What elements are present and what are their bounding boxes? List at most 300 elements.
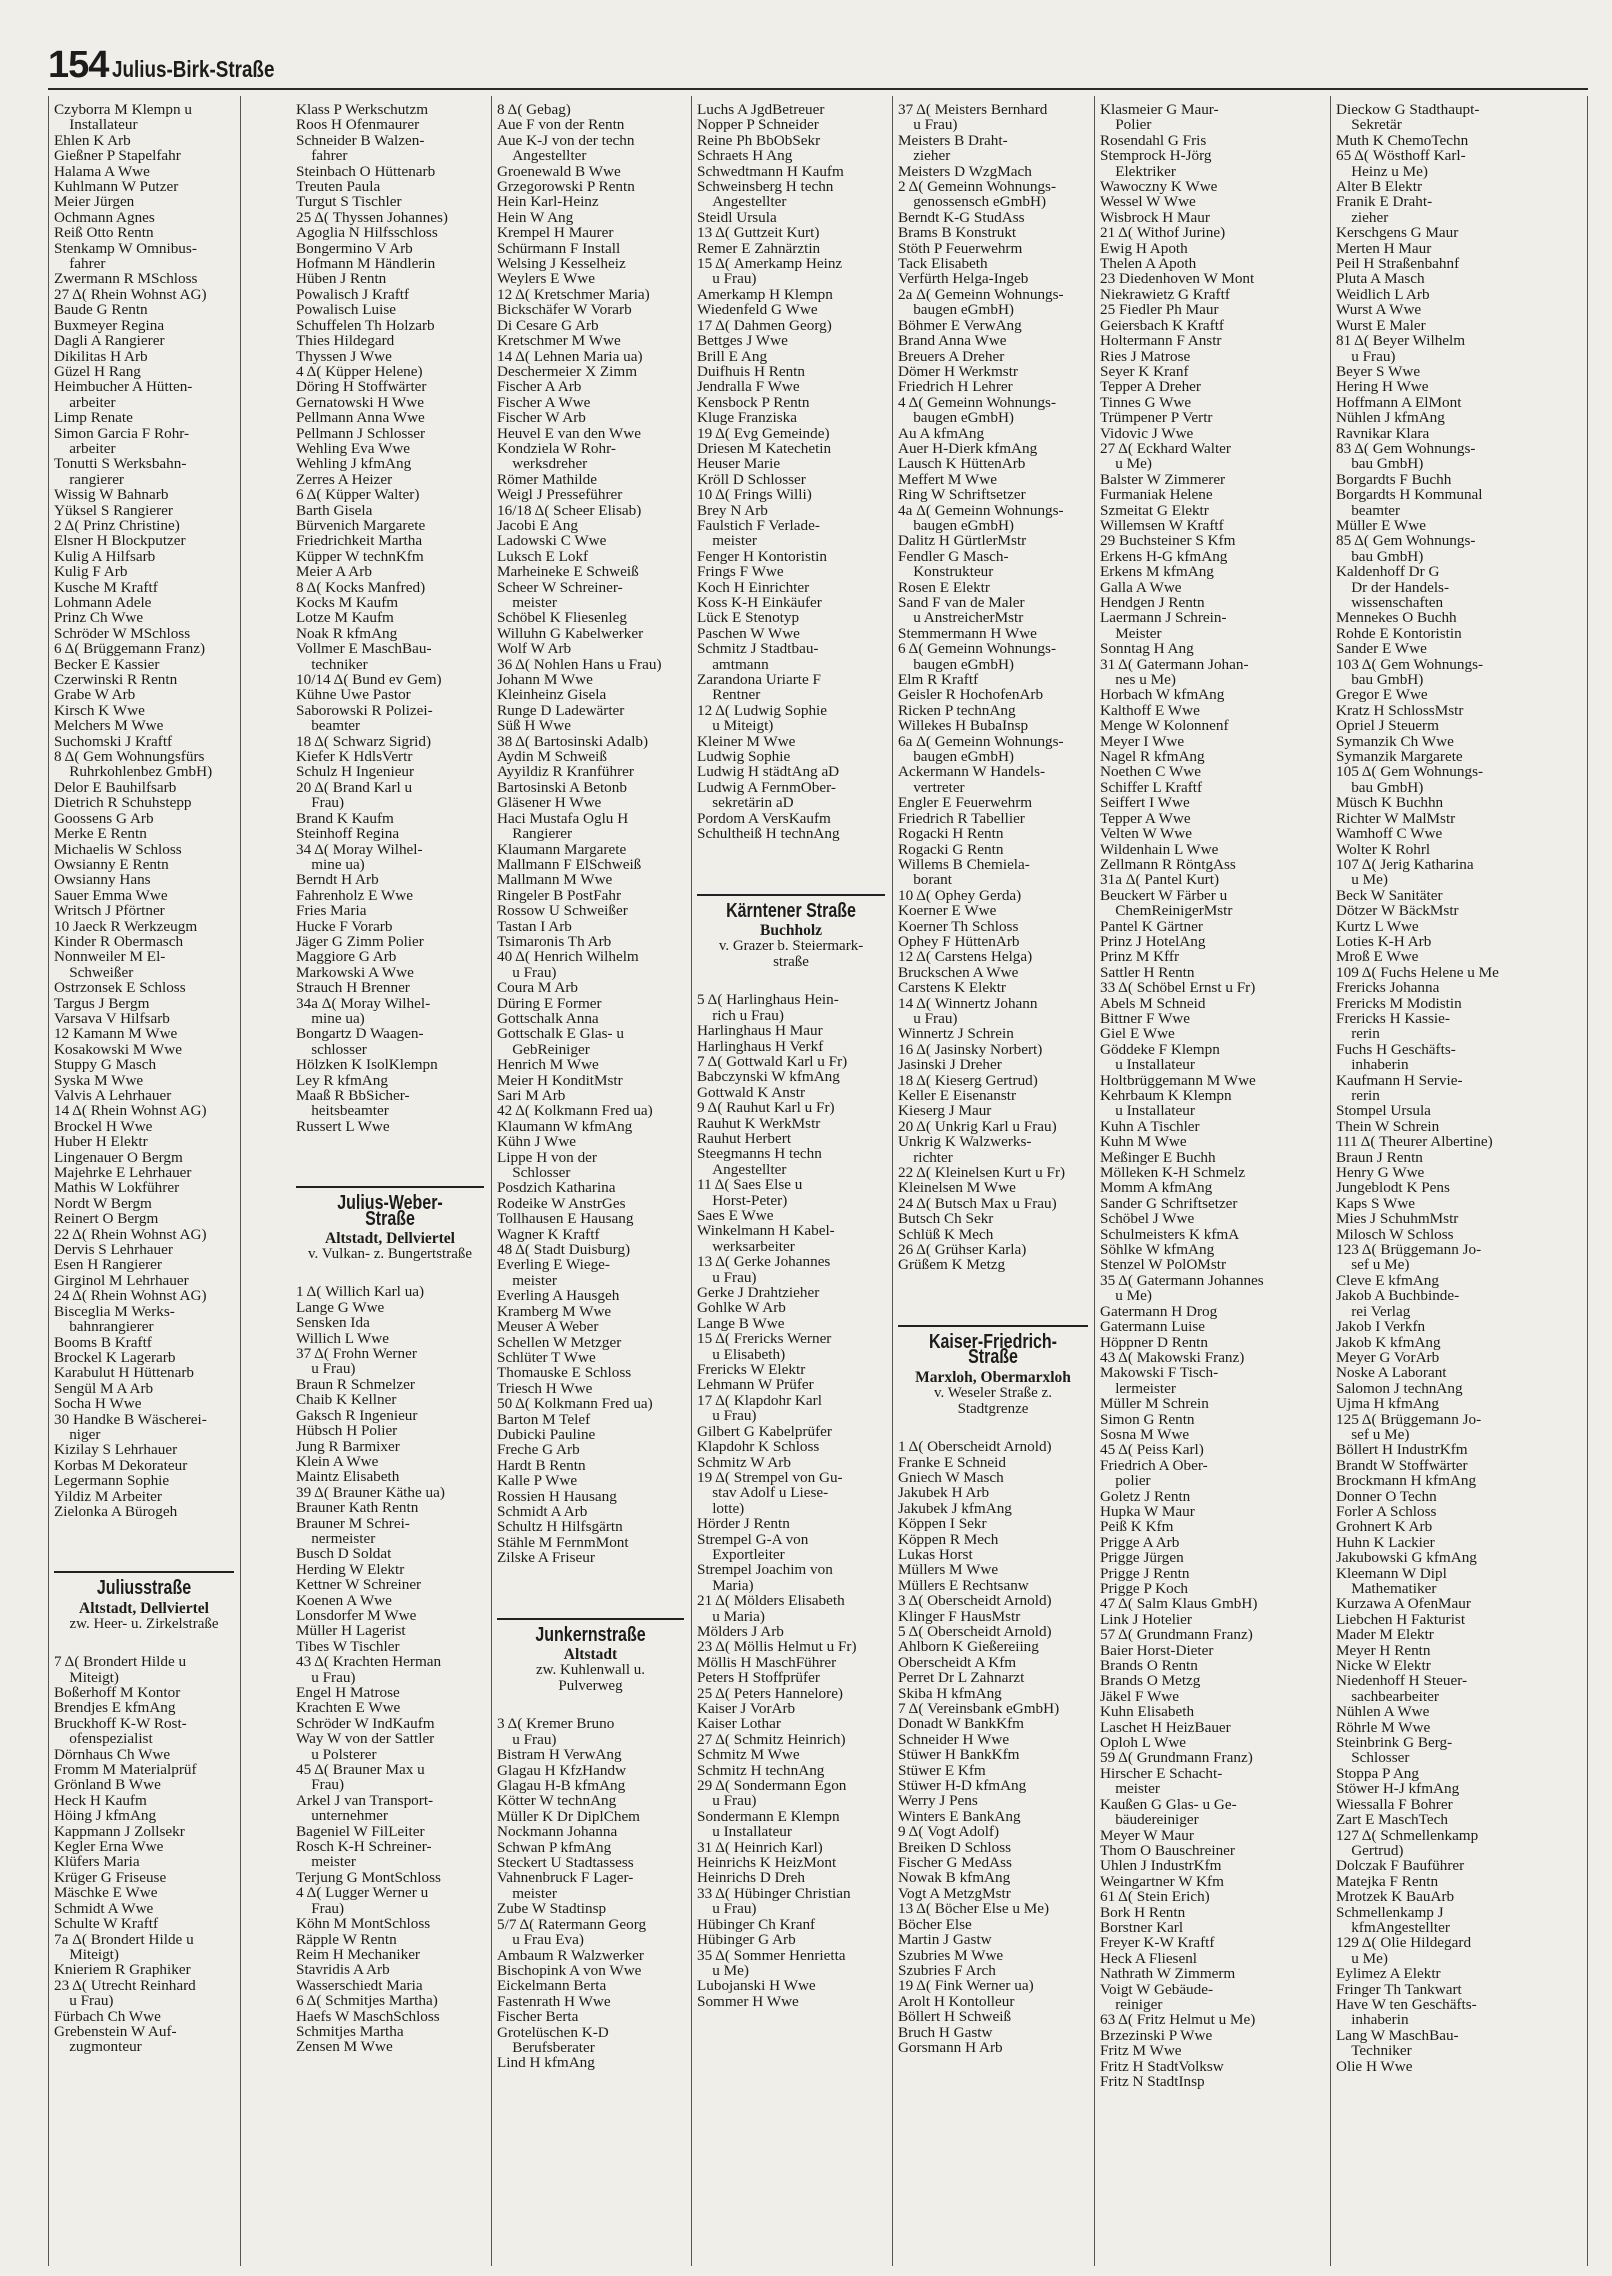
directory-entry: 25 Δ( Peters Hannelore) [697,1685,843,1701]
directory-entry: 10/14 Δ( Bund ev Gem) [296,672,442,688]
directory-entry: Vogt A MetzgMstr [898,1885,1011,1902]
directory-entry: Steckert U Stadtassess [497,1855,634,1871]
directory-entry: Rogacki G Rentn [898,841,1004,857]
directory-entry: Lausch K HüttenArb [898,456,1026,472]
directory-entry: lotte) [697,1500,745,1517]
directory-entry: Kettner W Schreiner [296,1577,422,1593]
directory-entry: Lehmann W Prüfer [697,1377,814,1393]
directory-entry: Maggiore G Arb [296,949,397,965]
directory-entry: Wessel W Wwe [1100,194,1196,210]
directory-entry: 6 Δ( Schmitjes Martha) [296,1993,438,2009]
directory-entry: Franke E Schneid [898,1454,1006,1470]
district-label: Altstadt, Dellviertel [79,1599,209,1617]
directory-entry: Zube W Stadtinsp [497,1901,607,1917]
district-label: Altstadt [563,1646,618,1663]
street-range: Pulverweg [558,1678,623,1695]
directory-entry: 26 Δ( Grühser Karla) [898,1242,1027,1258]
directory-entry: Gertrud) [1336,1842,1404,1859]
directory-entry: Wehling Eva Wwe [296,440,411,457]
directory-entry: Seiffert I Wwe [1100,795,1190,811]
directory-entry: Bageniel W FilLeiter [296,1823,425,1840]
directory-entry: Trümpener P Vertr [1100,410,1213,426]
directory-entry: Barton M Telef [497,1411,591,1427]
directory-entry: Kulig F Arb [54,564,128,580]
directory-entry: Grohnert K Arb [1336,1519,1433,1535]
directory-entry: 14 Δ( Rhein Wohnst AG) [54,1103,207,1119]
directory-entry: Harlinghaus H Maur [697,1023,823,1039]
directory-entry: Dervis S Lehrhauer [54,1242,173,1258]
directory-entry: u Frau) [697,271,757,287]
directory-entry: Steinhoff Regina [296,826,400,842]
directory-entry: Roos H Ofenmaurer [296,117,420,133]
directory-entry: Muth K ChemoTechn [1336,132,1469,149]
directory-entry: u Installateur [697,1824,792,1840]
directory-entry: Erkens M kfmAng [1100,564,1214,580]
directory-entry: Breuers A Dreher [898,348,1005,364]
directory-entry: 83 Δ( Gem Wohnungs- [1336,440,1476,457]
directory-entry: Geiersbach K Kraftf [1100,317,1224,334]
directory-entry: Henrich M Wwe [497,1057,599,1073]
directory-entry: Merten H Maur [1336,240,1432,257]
directory-entry: Becker E Kassier [54,656,160,673]
directory-entry: 7 Δ( Gottwald Karl u Fr) [697,1053,848,1070]
directory-entry: Röhrle M Wwe [1336,1719,1431,1736]
directory-entry: Vollmer E MaschBau- [296,641,432,657]
directory-entry: 35 Δ( Gatermann Johannes [1100,1272,1264,1289]
directory-entry: Klasmeier G Maur- [1100,102,1219,118]
directory-entry: u Frau) [296,1361,356,1377]
directory-entry: Wisbrock H Maur [1100,209,1210,226]
directory-entry: Wolter K Rohrl [1336,841,1431,857]
directory-entry: Meyer I Wwe [1100,733,1185,750]
directory-entry: Schmitz M Wwe [697,1747,800,1763]
directory-entry: Barth Gisela [296,502,373,518]
directory-entry: Böhmer E VerwAng [898,317,1022,334]
directory-entry: Rangierer [497,826,573,842]
directory-entry: Nagel R kfmAng [1100,749,1205,765]
directory-entry: Harlinghaus H Verkf [697,1038,824,1054]
directory-entry: Olie H Wwe [1336,2058,1413,2074]
directory-entry: genossensch eGmbH) [898,194,1047,210]
directory-entry: Vidovic J Wwe [1100,425,1194,441]
directory-entry: Gernatowski H Wwe [296,394,424,411]
directory-entry: Sari M Arb [497,1088,566,1104]
directory-entry: Markowski A Wwe [296,964,414,981]
directory-entry: Halama A Wwe [54,163,150,180]
directory-entry: Reim H Mechaniker [296,1946,420,1963]
directory-entry: 11 Δ( Saes Else u [697,1177,803,1193]
directory-entry: zieher [1336,209,1389,226]
directory-entry: werksdreher [497,456,588,472]
directory-entry: Polier [1100,117,1152,133]
directory-entry: 17 Δ( Klapdohr Karl [697,1392,822,1409]
directory-entry: Lingenauer O Bergm [54,1149,183,1166]
spacer [54,1632,234,1654]
directory-entry: Duifhuis H Rentn [697,363,805,380]
directory-entry: Furmaniak Helene [1100,487,1213,503]
directory-entry: Kondziela W Rohr- [497,440,616,457]
directory-entry: Legermann Sophie [54,1473,170,1489]
directory-entry: Sengül M A Arb [54,1380,154,1397]
directory-entry: Treuten Paula [296,179,381,195]
directory-entry: Erkens H-G kfmAng [1100,548,1228,565]
directory-entry: 65 Δ( Wösthoff Karl- [1336,148,1466,164]
spacer [497,1694,684,1716]
directory-entry: Sosna M Wwe [1100,1426,1190,1443]
directory-entry: zieher [898,148,951,164]
directory-entry: 6 Δ( Küpper Walter) [296,487,420,503]
directory-entry: 19 Δ( Fink Werner ua) [898,1978,1034,1994]
directory-entry: Fendler G Masch- [898,548,1009,565]
directory-entry: rerin [1336,1088,1380,1104]
directory-entry: Brauner Kath Rentn [296,1500,419,1516]
directory-entry: Fromm M Materialprüf [54,1762,197,1778]
directory-entry: Zarandona Uriarte F [697,672,821,688]
directory-entry: Jakob I Verkfn [1336,1319,1426,1335]
directory-entry: Lotze M Kaufm [296,610,394,626]
directory-entry: Powalisch J Kraftf [296,286,410,303]
directory-entry: Reinert O Bergm [54,1211,159,1227]
directory-entry: u Polsterer [296,1746,377,1763]
directory-entry: Frericks M Modistin [1336,995,1462,1011]
directory-entry: vertreter [898,779,965,796]
directory-entry: Ludwig A FernmOber- [697,779,836,796]
directory-entry: Tsimaronis Th Arb [497,933,612,950]
directory-entry: Heuser Marie [697,456,781,472]
column-divider [892,96,893,2266]
directory-entry: 2 Δ( Gemeinn Wohnungs- [898,179,1057,195]
directory-entry: Gniech W Masch [898,1469,1004,1486]
directory-entry: Gilbert G Kabelprüfer [697,1423,832,1440]
directory-entry: Horst-Peter) [697,1192,788,1208]
directory-entry: Skiba H kfmAng [898,1685,1002,1701]
directory-entry: Meyer H Rentn [1336,1642,1431,1659]
directory-entry: Hübinger Ch Kranf [697,1916,816,1933]
directory-entry: 43 Δ( Krachten Herman [296,1654,442,1670]
directory-entry: Tinnes G Wwe [1100,394,1192,411]
directory-entry: Reine Ph BbObSekr [697,132,821,149]
directory-entry: Baude G Rentn [54,302,148,318]
directory-entry: Kaufmann H Servie- [1336,1072,1463,1088]
directory-entry: Zensen M Wwe [296,2039,393,2055]
directory-entry: Wiedenfeld G Wwe [697,302,818,318]
directory-entry: Geisler R HochofenArb [898,687,1044,703]
directory-entry: Bickschäfer W Vorarb [497,302,632,318]
directory-entry: 8 Δ( Kocks Manfred) [296,579,426,595]
directory-entry: 2a Δ( Gemeinn Wohnungs- [898,286,1064,303]
directory-entry: Luchs A JgdBetreuer [697,102,825,118]
directory-entry: Kleiner M Wwe [697,733,796,750]
column-divider [1587,96,1588,2266]
directory-entry: Targus J Bergm [54,995,150,1011]
directory-entry: u Installateur [1100,1103,1195,1119]
directory-entry: Fischer G MedAss [898,1855,1012,1871]
directory-entry: 23 Δ( Möllis Helmut u Fr) [697,1639,857,1655]
directory-entry: Mäschke E Wwe [54,1885,158,1901]
directory-entry: Melchers M Wwe [54,718,164,734]
directory-entry: Bork H Rentn [1100,1904,1186,1920]
directory-entry: Opriel J Steuerm [1336,718,1439,734]
directory-entry: Stöth P Feuerwehrm [898,240,1023,257]
directory-entry: Angestellter [497,148,587,164]
district-label: Altstadt, Dellviertel [325,1230,455,1248]
directory-entry: Huber H Elektr [54,1134,148,1150]
directory-entry: Heinrichs D Dreh [697,1870,805,1886]
directory-entry: Jungeblodt K Pens [1336,1180,1450,1196]
directory-entry: Gottschalk Anna [497,1010,599,1027]
directory-entry: Schulmeisters K kfmA [1100,1226,1240,1243]
street-heading [54,1571,234,1600]
directory-entry: Rossow U Schweißer [497,903,628,919]
directory-entry: Brands O Metzg [1100,1673,1201,1689]
directory-entry: Owsianny E Rentn [54,856,169,873]
directory-entry: meister [1100,1781,1160,1797]
directory-entry: Rauhut Herbert [697,1130,792,1147]
directory-entry: Momm A kfmAng [1100,1180,1213,1196]
street-name: Julius-Weber-Straße [337,1192,443,1230]
directory-entry: Bruckschen A Wwe [898,964,1019,981]
directory-entry: 4a Δ( Gemeinn Wohnungs- [898,502,1064,518]
directory-entry: Verfürth Helga-Ingeb [898,271,1029,287]
directory-entry: Müsch K Buchhn [1336,795,1444,811]
directory-entry: Steidl Ursula [697,209,777,226]
directory-entry: Kappmann J Zollsekr [54,1823,185,1840]
directory-entry: Prinz J HotelAng [1100,933,1206,950]
directory-entry: Ricken P technAng [898,702,1016,719]
directory-entry: Lange B Wwe [697,1315,785,1332]
directory-entry: Kalle P Wwe [497,1473,578,1489]
directory-entry: Lubojanski H Wwe [697,1978,816,1994]
directory-entry: baugen eGmbH) [898,410,1014,426]
district-label: Marxloh, Obermarxloh [915,1368,1071,1386]
directory-entry: Koenen A Wwe [296,1592,392,1608]
directory-entry: Laermann J Schrein- [1100,610,1227,626]
directory-entry: Müller H Lagerist [296,1623,406,1639]
directory-entry: Strempel G-A von [697,1531,809,1547]
directory-entry: Schneider B Walzen- [296,132,425,149]
directory-entry: Stemmermann H Wwe [898,625,1037,642]
directory-entry: 109 Δ( Fuchs Helene u Me [1336,964,1499,981]
heading-rule [296,1186,484,1188]
spacer [54,1541,234,1563]
directory-entry: 2 Δ( Prinz Christine) [54,517,180,534]
directory-entry: sef u Me) [1336,1426,1410,1443]
directory-entry: Richter W MalMstr [1336,810,1456,827]
directory-entry: Sauer Emma Wwe [54,887,168,904]
directory-entry: Kirsch K Wwe [54,702,145,719]
directory-entry: Keller E Eisenanstr [898,1088,1017,1104]
spacer [497,1566,684,1588]
directory-entry: Willich L Wwe [296,1330,390,1347]
directory-entry: Jakubek J kfmAng [898,1500,1012,1517]
directory-entry: 7a Δ( Brondert Hilde u [54,1931,194,1947]
directory-entry: Heinz u Me) [1336,163,1428,180]
directory-entry: 9 Δ( Rauhut Karl u Fr) [697,1100,835,1116]
directory-entry: Installateur [54,117,138,133]
directory-entry: Weigl J Presseführer [497,487,623,503]
directory-entry: heitsbeamter [296,1103,389,1119]
directory-entry: Ostrzonsek E Schloss [54,980,186,996]
directory-entry: Lang W MaschBau- [1336,2027,1459,2044]
directory-entry: meister [497,595,557,611]
directory-entry: Butsch Ch Sekr [898,1211,994,1227]
directory-entry: Sekretär [1336,117,1402,133]
directory-entry: Borgardts H Kommunal [1336,487,1483,503]
column-divider [48,96,49,2266]
directory-entry: Heinrichs K HeizMont [697,1855,837,1871]
directory-entry: Jakob A Buchbinde- [1336,1288,1460,1304]
directory-entry: Koerner Th Schloss [898,918,1019,934]
directory-entry: 14 Δ( Winnertz Johann [898,995,1038,1011]
directory-columns [48,96,1588,2266]
directory-entry: Arkel J van Transport- [296,1792,434,1809]
directory-entry: Kuhn A Tischler [1100,1118,1200,1135]
directory-entry: Deschermeier X Zimm [497,363,638,380]
directory-entry: Jung R Barmixer [296,1438,400,1454]
header-rule [48,88,1588,90]
directory-entry: techniker [296,656,368,673]
directory-entry: Kosakowski M Wwe [54,1041,182,1058]
directory-entry: Eickelmann Berta [497,1978,607,1994]
directory-entry: Kleinelsen M Wwe [898,1180,1016,1196]
directory-entry: Schröder W IndKaufm [296,1715,435,1732]
directory-entry: Klass P Werkschutzm [296,102,429,118]
directory-entry: u Frau) [1336,348,1396,364]
directory-entry: Schulz H Ingenieur [296,764,415,780]
directory-entry: Limp Renate [54,410,133,426]
directory-entry: Rodeike W AnstrGes [497,1195,626,1212]
directory-entry: 8 Δ( Gem Wohnungsfürs [54,749,205,765]
directory-entry: zugmonteur [54,2039,142,2055]
directory-entry: Ahlborn K Gießereiing [898,1639,1039,1655]
street-range: zw. Heer- u. Zirkelstraße [69,1616,219,1633]
directory-entry: stav Adolf u Liese- [697,1485,829,1501]
directory-entry: Klapdohr K Schloss [697,1439,820,1455]
directory-entry: Pluta A Masch [1336,271,1425,287]
directory-entry: Strempel Joachim von [697,1562,833,1578]
directory-entry: Schmitz J Stadtbau- [697,641,819,657]
directory-entry: amtmann [697,656,769,673]
directory-entry: Brauner M Schrei- [296,1515,410,1531]
directory-entry: Simon G Rentn [1100,1411,1195,1427]
directory-entry: Galla A Wwe [1100,579,1182,595]
directory-entry: Szmeitat G Elektr [1100,502,1209,518]
directory-entry: Müller M Schrein [1100,1396,1209,1412]
directory-entry: bäudereiniger [1100,1812,1199,1828]
directory-entry: 38 Δ( Bartosinski Adalb) [497,733,649,750]
directory-entry: Amerkamp H Klempn [697,286,833,303]
directory-entry: Böcher Else [898,1916,972,1933]
directory-entry: werksarbeiter [697,1238,795,1255]
directory-entry: Borgardts F Buchh [1336,471,1452,488]
directory-entry: 31 Δ( Heinrich Karl) [697,1839,823,1856]
directory-entry: u Elisabeth) [697,1346,786,1363]
directory-entry: Mallmann F ElSchweiß [497,856,642,873]
directory-entry: lermeister [1100,1380,1176,1397]
directory-entry: rich u Frau) [697,1007,784,1024]
directory-entry: Breiken D Schloss [898,1839,1012,1856]
directory-entry: u Miteigt) [697,718,774,734]
column-divider [240,96,241,2266]
directory-entry: u Frau Eva) [497,1932,584,1948]
directory-entry: Schmitz W Arb [697,1454,791,1470]
directory-entry: Schlüß K Mech [898,1226,994,1243]
directory-entry: Frau) [296,795,345,811]
directory-entry: Wurst E Maler [1336,317,1426,334]
directory-entry: polier [1100,1473,1151,1489]
directory-entry: Höing J kfmAng [54,1808,157,1824]
spacer [697,842,885,864]
directory-entry: Steinbach O Hüttenarb [296,163,436,180]
directory-entry: Saes E Wwe [697,1208,774,1224]
directory-entry: 1 Δ( Oberscheidt Arnold) [898,1439,1052,1455]
directory-entry: Zwermann R MSchloss [54,271,198,287]
directory-entry: Meisters B Draht- [898,132,1008,149]
directory-entry: Schöbel J Wwe [1100,1211,1195,1227]
directory-entry: Herding W Elektr [296,1561,405,1578]
directory-entry: Way W von der Sattler [296,1731,435,1747]
directory-entry: Bongartz D Waagen- [296,1026,424,1042]
spacer [497,1588,684,1610]
directory-entry: Bittner F Wwe [1100,1010,1190,1027]
directory-entry: Maintz Elisabeth [296,1469,400,1485]
directory-entry: Kühne Uwe Pastor [296,687,411,703]
directory-entry: 107 Δ( Jerig Katharina [1336,856,1474,873]
directory-entry: Sommer H Wwe [697,1993,799,2010]
directory-entry: Kaldenhoff Dr G [1336,564,1440,580]
spacer [54,1519,234,1541]
directory-entry: 3 Δ( Oberscheidt Arnold) [898,1593,1052,1609]
directory-entry: 12 Δ( Kretschmer Maria) [497,286,650,303]
directory-entry: Bürvenich Margarete [296,517,426,534]
directory-entry: Köppen I Sekr [898,1516,987,1532]
directory-entry: Wamhoff C Wwe [1336,826,1443,842]
directory-entry: Söhlke W kfmAng [1100,1242,1215,1258]
directory-entry: 42 Δ( Kolkmann Fred ua) [497,1103,653,1119]
directory-entry: Wehling J kfmAng [296,456,412,472]
directory-entry: Weidlich L Arb [1336,286,1430,303]
directory-entry: Konstrukteur [898,564,994,580]
directory-entry: Niekrawietz G Kraftf [1100,286,1230,303]
directory-entry: Maaß R BbSicher- [296,1088,410,1104]
directory-entry: Gorsmann H Arb [898,2039,1003,2056]
street-range: v. Vulkan- z. Bungertstraße [307,1246,473,1263]
directory-entry: Gottschalk E Glas- u [497,1026,624,1042]
directory-entry: Ladowski C Wwe [497,533,607,549]
directory-entry: Beyer S Wwe [1336,363,1421,380]
street-name: Kaiser-Friedrich-Straße [928,1330,1058,1369]
directory-entry: Makowski F Tisch- [1100,1365,1219,1381]
directory-entry: 13 Δ( Gerke Johannes [697,1254,831,1270]
directory-entry: Winters E BankAng [898,1808,1021,1825]
directory-entry: 4 Δ( Küpper Helene) [296,363,423,380]
directory-entry: Sander E Wwe [1336,641,1427,657]
directory-entry: ofenspezialist [54,1731,153,1747]
column-divider [491,96,492,2266]
directory-entry: Grönland B Wwe [54,1777,161,1793]
directory-entry: Kratz H SchlossMstr [1336,702,1464,719]
directory-entry: 37 Δ( Frohn Werner [296,1346,417,1362]
directory-entry: Thom O Bauschreiner [1100,1842,1235,1859]
directory-entry: u Me) [697,1962,749,1979]
directory-entry: beamter [296,718,361,734]
directory-entry: Terjung G MontSchloss [296,1869,441,1886]
directory-entry: Hübsch H Polier [296,1423,398,1439]
directory-entry: 85 Δ( Gem Wohnungs- [1336,533,1476,549]
directory-entry: Mathis W Lokführer [54,1180,180,1196]
directory-entry: 15 Δ( Amerkamp Heinz [697,256,843,272]
directory-entry: 12 Δ( Carstens Helga) [898,949,1033,965]
